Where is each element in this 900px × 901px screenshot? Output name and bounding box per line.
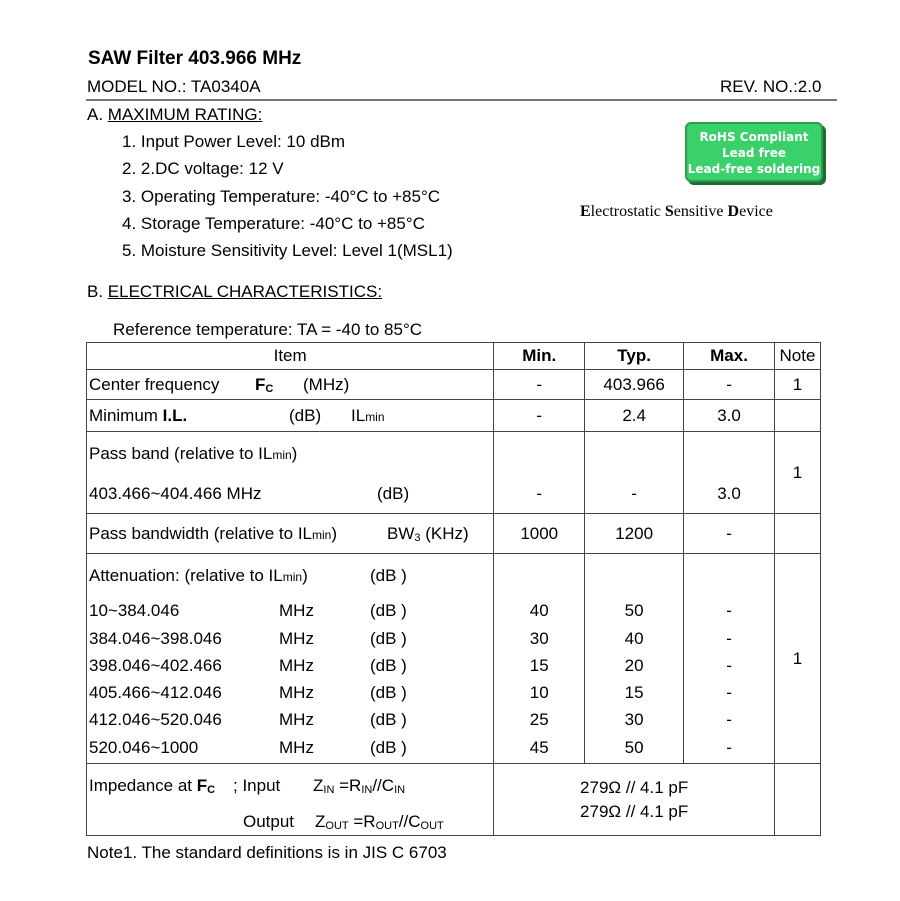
section-a-title: MAXIMUM RATING: <box>107 105 263 124</box>
impedance-label-text: Impedance at <box>89 776 197 795</box>
attenuation-min: 40 <box>529 601 549 620</box>
pass-band-range: 403.466~404.466 MHz <box>89 484 262 503</box>
impedance-input-value: 279Ω // 4.1 pF <box>580 778 689 797</box>
impedance-item <box>87 764 494 836</box>
attenuation-mhz: MHz <box>279 738 314 757</box>
pass-band-unit: (dB) <box>377 484 410 503</box>
fc-sub: C <box>265 383 274 395</box>
cin-sub: IN <box>394 784 406 796</box>
center-max: - <box>684 370 775 400</box>
esd-s: S <box>664 203 674 220</box>
pass-band-min: - <box>536 484 543 503</box>
section-b-prefix: B. <box>87 282 108 301</box>
bandwidth-symbol <box>387 524 469 544</box>
zout-sep: //C <box>398 812 421 831</box>
model-number: MODEL NO.: TA0340A <box>87 77 261 96</box>
pass-band-label <box>89 444 297 464</box>
header-divider <box>86 99 837 101</box>
attenuation-close: ) <box>302 566 308 585</box>
section-a-heading <box>87 105 262 125</box>
bandwidth-min: 1000 <box>494 514 585 554</box>
attenuation-unit: (dB ) <box>370 566 407 585</box>
attenuation-min: 45 <box>529 738 549 757</box>
impedance-output-label: Output <box>243 812 295 831</box>
section-b-heading <box>87 282 382 302</box>
center-frequency-unit: (MHz) <box>303 375 350 394</box>
impedance-fc <box>197 776 215 795</box>
zin-eq: =R <box>334 776 362 795</box>
attenuation-note: 1 <box>774 554 820 764</box>
impedance-fc-sub: C <box>207 784 216 796</box>
attenuation-row-unit: (dB ) <box>370 683 407 702</box>
table-row <box>87 400 821 432</box>
attenuation-min: 25 <box>529 710 549 729</box>
attenuation-max: - <box>726 629 732 648</box>
impedance-f: F <box>196 776 208 795</box>
bandwidth-label <box>89 524 337 544</box>
pass-band-item <box>87 432 494 514</box>
zin-sub: IN <box>323 784 335 796</box>
fc-f: F <box>255 375 266 394</box>
document-title: SAW Filter 403.966 MHz <box>88 48 302 69</box>
table-row <box>87 554 821 764</box>
il-bold: I.L. <box>162 406 188 425</box>
attenuation-range: 398.046~402.466 <box>89 656 222 675</box>
center-note: 1 <box>774 370 820 400</box>
attenuation-mhz: MHz <box>279 683 314 702</box>
attenuation-row-unit: (dB ) <box>370 629 407 648</box>
pass-band-min-cell <box>494 432 585 514</box>
revision-number: REV. NO.:2.0 <box>720 77 822 96</box>
esd-e: E <box>580 203 591 220</box>
attenuation-mhz: MHz <box>279 601 314 620</box>
rating-item: 3. Operating Temperature: -40°C to +85°C <box>122 187 441 206</box>
impedance-note <box>774 764 820 836</box>
pass-band-close: ) <box>291 444 298 463</box>
attenuation-min-cell <box>494 554 585 764</box>
reference-temperature: Reference temperature: TA = -40 to 85°C <box>113 320 423 339</box>
esd-word: evice <box>739 203 773 220</box>
pass-band-note: 1 <box>774 432 820 514</box>
attenuation-typ-cell <box>585 554 684 764</box>
zin-sep: //C <box>372 776 395 795</box>
attenuation-min: 10 <box>529 683 549 702</box>
table-header-row <box>87 343 821 370</box>
insertion-loss-item <box>87 400 494 432</box>
attenuation-range: 412.046~520.046 <box>89 710 222 729</box>
attenuation-min: 15 <box>529 656 549 675</box>
cout-sub: OUT <box>420 820 444 832</box>
rating-item: 5. Moisture Sensitivity Level: Level 1(MSL1) <box>122 241 453 260</box>
badge-line: RoHS Compliant <box>699 130 809 144</box>
center-frequency-label: Center frequency <box>89 375 220 394</box>
attenuation-range: 520.046~1000 <box>89 738 199 757</box>
bandwidth-sub: min <box>312 528 332 542</box>
il-note <box>774 400 820 432</box>
pass-band-max-cell <box>684 432 775 514</box>
center-min: - <box>494 370 585 400</box>
attenuation-max-cell <box>684 554 775 764</box>
pass-band-sub: min <box>272 448 292 462</box>
attenuation-range: 384.046~398.046 <box>89 629 222 648</box>
bandwidth-typ: 1200 <box>585 514 684 554</box>
attenuation-typ: 50 <box>624 601 644 620</box>
il-typ: 2.4 <box>585 400 684 432</box>
esd-word: lectrostatic <box>590 203 665 220</box>
header-max: Max. <box>684 343 775 370</box>
header-note: Note <box>774 343 820 370</box>
rin-sub: IN <box>361 784 373 796</box>
header-min: Min. <box>494 343 585 370</box>
attenuation-row-unit: (dB ) <box>370 710 407 729</box>
il-min: - <box>494 400 585 432</box>
impedance-output-formula <box>315 812 444 832</box>
bandwidth-note <box>774 514 820 554</box>
bw-sub: 3 <box>414 532 421 544</box>
impedance-value-cell <box>494 764 775 836</box>
esd-label <box>580 203 773 221</box>
pass-band-max: 3.0 <box>717 484 741 503</box>
esd-d: D <box>727 203 740 220</box>
header-typ: Typ. <box>585 343 684 370</box>
attenuation-min: 30 <box>529 629 549 648</box>
rating-item: 4. Storage Temperature: -40°C to +85°C <box>122 214 425 233</box>
impedance-label <box>89 776 215 796</box>
attenuation-mhz: MHz <box>279 710 314 729</box>
pass-band-typ-cell <box>585 432 684 514</box>
bandwidth-item <box>87 514 494 554</box>
rating-item: 1. Input Power Level: 10 dBm <box>122 132 346 151</box>
pass-band-label-text: Pass band (relative to IL <box>89 444 273 463</box>
attenuation-sub: min <box>282 570 303 584</box>
rating-item: 2. 2.DC voltage: 12 V <box>122 159 284 178</box>
insertion-loss-label <box>89 406 187 426</box>
attenuation-label-text: Attenuation: (relative to IL <box>89 566 283 585</box>
il-sym: IL <box>351 406 366 425</box>
attenuation-range: 405.466~412.046 <box>89 683 222 702</box>
badge-line: Lead-free soldering <box>687 162 821 176</box>
bw-unit: (KHz) <box>425 524 469 543</box>
impedance-input-label: ; Input <box>233 776 281 795</box>
zout-eq: =R <box>348 812 376 831</box>
bandwidth-close: ) <box>331 524 338 543</box>
electrical-spec-table <box>86 342 821 836</box>
header-item: Item <box>87 343 494 370</box>
attenuation-row-unit: (dB ) <box>370 738 407 757</box>
fc-symbol <box>255 375 273 395</box>
il-unit: (dB) <box>289 406 322 425</box>
section-b-title: ELECTRICAL CHARACTERISTICS: <box>107 282 383 301</box>
zout-z: Z <box>315 812 326 831</box>
il-label-text: Minimum <box>89 406 163 425</box>
attenuation-row-unit: (dB ) <box>370 601 407 620</box>
center-frequency-item <box>87 370 494 400</box>
bw-sym: BW <box>387 524 415 543</box>
attenuation-max: - <box>726 656 732 675</box>
rohs-badge <box>685 122 823 182</box>
esd-word: ensitive <box>673 203 728 220</box>
center-typ: 403.966 <box>585 370 684 400</box>
impedance-output-value: 279Ω // 4.1 pF <box>580 802 689 821</box>
zin-z: Z <box>313 776 324 795</box>
table-row <box>87 432 821 514</box>
footnote: Note1. The standard definitions is in JIS C 6703 <box>87 843 447 862</box>
bandwidth-label-text: Pass bandwidth (relative to IL <box>89 524 313 543</box>
il-sub: min <box>365 410 385 424</box>
pass-band-typ: - <box>631 484 637 503</box>
il-symbol <box>351 406 385 426</box>
attenuation-max: - <box>726 710 732 729</box>
rout-sub: OUT <box>375 820 399 832</box>
impedance-input-formula <box>313 776 405 796</box>
table-row <box>87 514 821 554</box>
attenuation-typ: 30 <box>624 710 644 729</box>
attenuation-mhz: MHz <box>279 629 314 648</box>
attenuation-typ: 40 <box>624 629 644 648</box>
attenuation-typ: 50 <box>624 738 644 757</box>
attenuation-max: - <box>726 601 732 620</box>
attenuation-item <box>87 554 494 764</box>
attenuation-max: - <box>726 738 732 757</box>
attenuation-mhz: MHz <box>279 656 314 675</box>
attenuation-row-unit: (dB ) <box>370 656 407 675</box>
attenuation-typ: 20 <box>624 656 644 675</box>
attenuation-typ: 15 <box>624 683 644 702</box>
zout-sub: OUT <box>325 820 349 832</box>
section-a-prefix: A. <box>87 105 108 124</box>
table-row <box>87 764 821 836</box>
table-row <box>87 370 821 400</box>
attenuation-label <box>89 566 308 586</box>
attenuation-max: - <box>726 683 732 702</box>
attenuation-range: 10~384.046 <box>89 601 180 620</box>
badge-line: Lead free <box>721 146 787 160</box>
bandwidth-max: - <box>684 514 775 554</box>
il-max: 3.0 <box>684 400 775 432</box>
